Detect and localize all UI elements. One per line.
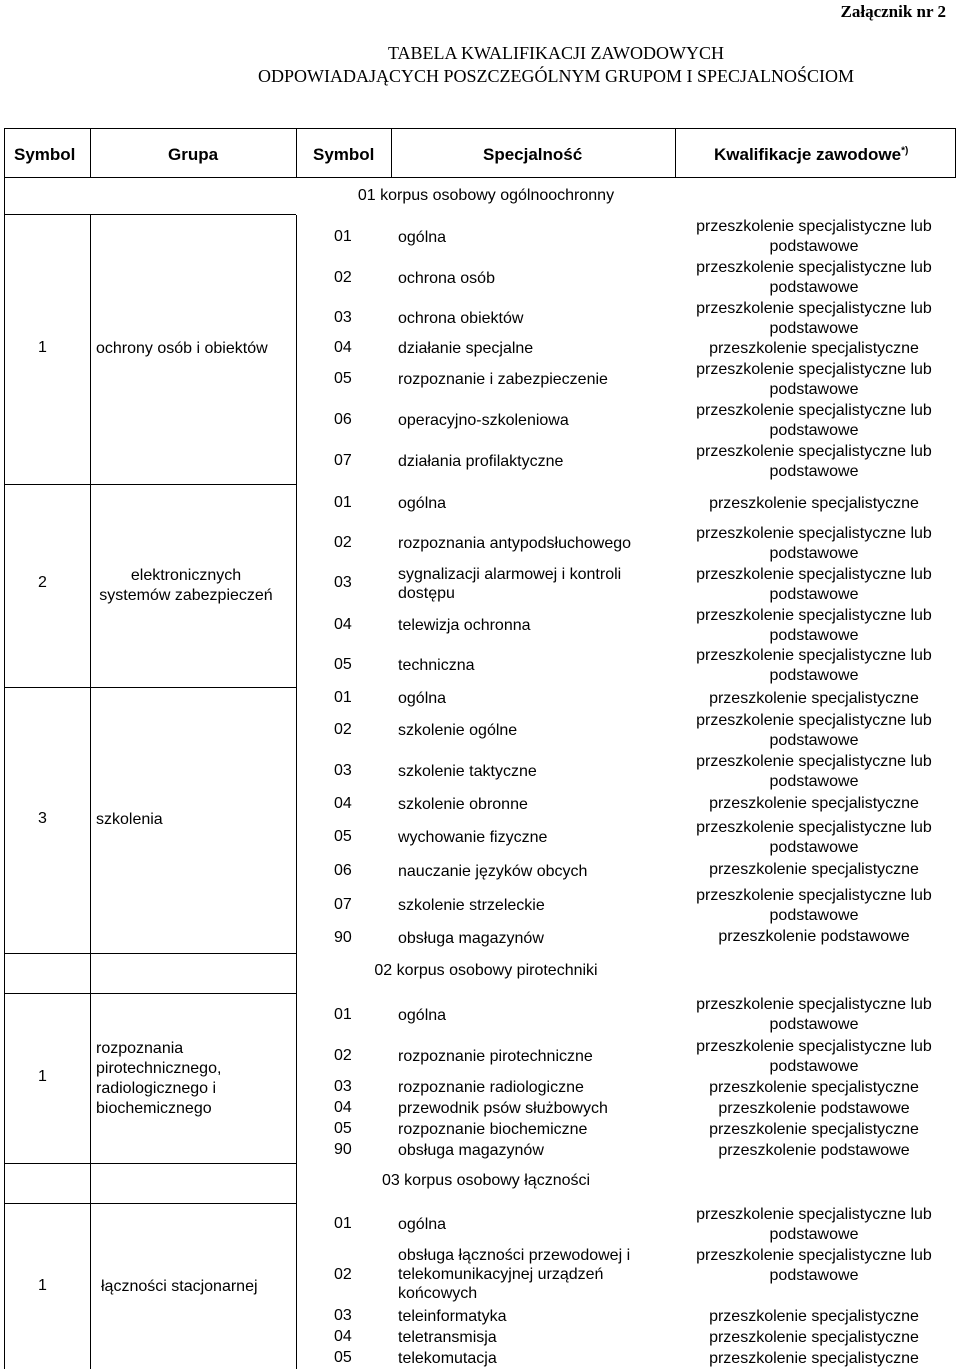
specialty-code: 05 bbox=[334, 828, 352, 845]
specialty-name: rozpoznania antypodsłuchowego bbox=[398, 535, 632, 552]
table-border bbox=[391, 128, 392, 178]
table-border bbox=[90, 215, 91, 1369]
specialty-name: szkolenie ogólne bbox=[398, 722, 518, 739]
table-border bbox=[4, 214, 296, 215]
table-border bbox=[955, 128, 956, 178]
specialty-code: 03 bbox=[334, 1307, 352, 1324]
specialty-name: obsługa łączności przewodowej i telekomunikacyjnej urządzeń końcowych bbox=[398, 1247, 631, 1302]
qualification: przeszkolenie specjalistyczne lub podstawowe bbox=[696, 361, 932, 398]
group-name: szkolenia bbox=[96, 811, 163, 828]
group-symbol: 1 bbox=[38, 1277, 47, 1294]
specialty-name: działanie specjalne bbox=[398, 340, 534, 357]
specialty-code: 01 bbox=[334, 494, 352, 511]
header-specialty: Specjalność bbox=[483, 145, 583, 164]
specialty-name: rozpoznanie pirotechniczne bbox=[398, 1048, 593, 1065]
specialty-name: wychowanie fizyczne bbox=[398, 829, 548, 846]
qualification: przeszkolenie specjalistyczne lub podstawowe bbox=[696, 1038, 932, 1075]
specialty-code: 05 bbox=[334, 370, 352, 387]
table-border bbox=[4, 177, 956, 178]
specialty-name: działania profilaktyczne bbox=[398, 453, 564, 470]
specialty-name: techniczna bbox=[398, 657, 475, 674]
specialty-name: rozpoznanie i zabezpieczenie bbox=[398, 371, 608, 388]
specialty-code: 03 bbox=[334, 762, 352, 779]
specialty-name: rozpoznanie radiologiczne bbox=[398, 1079, 584, 1096]
specialty-code: 01 bbox=[334, 228, 352, 245]
specialty-name: rozpoznanie biochemiczne bbox=[398, 1121, 588, 1138]
specialty-name: ochrona obiektów bbox=[398, 310, 524, 327]
qualification: przeszkolenie specjalistyczne lub podstawowe bbox=[696, 607, 932, 644]
table-border bbox=[4, 1163, 296, 1164]
table-border bbox=[4, 953, 296, 954]
header-qualifications: Kwalifikacje zawodowe*) bbox=[714, 145, 909, 164]
specialty-code: 01 bbox=[334, 1006, 352, 1023]
table-border bbox=[4, 1203, 296, 1204]
qualification: przeszkolenie specjalistyczne lub podstawowe bbox=[696, 753, 932, 790]
header-group: Grupa bbox=[168, 145, 219, 164]
specialty-name: obsługa magazynów bbox=[398, 1142, 544, 1159]
specialty-code: 06 bbox=[334, 862, 352, 879]
qualification: przeszkolenie specjalistyczne bbox=[709, 1079, 919, 1096]
specialty-code: 03 bbox=[334, 309, 352, 326]
qualification: przeszkolenie specjalistyczne lub podstawowe bbox=[696, 996, 932, 1033]
qualification: przeszkolenie specjalistyczne bbox=[709, 1121, 919, 1138]
specialty-code: 05 bbox=[334, 1349, 352, 1366]
group-name: łączności stacjonarnej bbox=[101, 1278, 258, 1295]
table-border bbox=[4, 687, 296, 688]
specialty-code: 01 bbox=[334, 1215, 352, 1232]
qualification: przeszkolenie specjalistyczne lub podstawowe bbox=[696, 566, 932, 603]
table-border bbox=[4, 128, 956, 129]
qualification: przeszkolenie specjalistyczne bbox=[709, 690, 919, 707]
document-title-line-1: TABELA KWALIFIKACJI ZAWODOWYCH bbox=[387, 43, 725, 63]
table-border bbox=[90, 128, 91, 178]
specialty-name: ochrona osób bbox=[398, 270, 495, 287]
specialty-code: 02 bbox=[334, 1047, 352, 1064]
table-border bbox=[296, 215, 297, 1369]
qualification: przeszkolenie specjalistyczne lub podstawowe bbox=[696, 887, 932, 924]
specialty-code: 05 bbox=[334, 656, 352, 673]
specialty-code: 02 bbox=[334, 534, 352, 551]
qualification: przeszkolenie specjalistyczne bbox=[709, 1350, 919, 1367]
qualification: przeszkolenie specjalistyczne lub podstawowe bbox=[696, 647, 932, 684]
qualification: przeszkolenie specjalistyczne lub podstawowe bbox=[696, 1206, 932, 1243]
table-border bbox=[4, 128, 5, 178]
specialty-code: 05 bbox=[334, 1120, 352, 1137]
corps-title: 02 korpus osobowy pirotechniki bbox=[374, 962, 598, 979]
qualification: przeszkolenie specjalistyczne lub podstawowe bbox=[696, 300, 932, 337]
qualification: przeszkolenie specjalistyczne bbox=[709, 495, 919, 512]
qualification: przeszkolenie podstawowe bbox=[718, 1142, 910, 1159]
group-symbol: 1 bbox=[38, 339, 47, 356]
specialty-code: 02 bbox=[334, 269, 352, 286]
specialty-name: nauczanie języków obcych bbox=[398, 863, 588, 880]
header-footnote-mark: *) bbox=[901, 145, 909, 157]
specialty-code: 02 bbox=[334, 721, 352, 738]
group-name: elektronicznych systemów zabezpieczeń bbox=[99, 567, 273, 604]
specialty-name: szkolenie obronne bbox=[398, 796, 528, 813]
qualification: przeszkolenie specjalistyczne lub podstawowe bbox=[696, 259, 932, 296]
corps-title: 03 korpus osobowy łączności bbox=[381, 1172, 591, 1189]
specialty-code: 02 bbox=[334, 1266, 352, 1283]
specialty-name: ogólna bbox=[398, 690, 447, 707]
specialty-name: telewizja ochronna bbox=[398, 617, 531, 634]
qualification: przeszkolenie specjalistyczne lub podstawowe bbox=[696, 402, 932, 439]
specialty-code: 04 bbox=[334, 339, 352, 356]
qualification: przeszkolenie podstawowe bbox=[718, 1100, 910, 1117]
group-name: ochrony osób i obiektów bbox=[96, 340, 268, 357]
group-symbol: 1 bbox=[38, 1068, 47, 1085]
specialty-name: szkolenie taktyczne bbox=[398, 763, 537, 780]
specialty-name: przewodnik psów służbowych bbox=[398, 1100, 608, 1117]
specialty-code: 04 bbox=[334, 1099, 352, 1116]
header-symbol-specialty: Symbol bbox=[313, 145, 375, 164]
table-border bbox=[296, 128, 297, 178]
group-symbol: 2 bbox=[38, 574, 47, 591]
corps-title: 01 korpus osobowy ogólnoochronny bbox=[357, 187, 615, 204]
specialty-code: 90 bbox=[334, 1141, 352, 1158]
qualification: przeszkolenie podstawowe bbox=[718, 928, 910, 945]
table-border bbox=[4, 993, 296, 994]
table-border bbox=[4, 178, 5, 1369]
specialty-name: ogólna bbox=[398, 495, 447, 512]
specialty-name: teletransmisja bbox=[398, 1329, 497, 1346]
specialty-code: 01 bbox=[334, 689, 352, 706]
document-title-line-2: ODPOWIADAJĄCYCH POSZCZEGÓLNYM GRUPOM I SPECJALNOŚCIOM bbox=[257, 66, 855, 86]
qualification: przeszkolenie specjalistyczne lub podstawowe bbox=[696, 443, 932, 480]
qualification: przeszkolenie specjalistyczne lub podstawowe bbox=[696, 218, 932, 255]
specialty-code: 04 bbox=[334, 795, 352, 812]
annex-label: Załącznik nr 2 bbox=[840, 2, 946, 21]
specialty-code: 03 bbox=[334, 574, 352, 591]
qualification: przeszkolenie specjalistyczne lub podstawowe bbox=[696, 525, 932, 562]
specialty-name: szkolenie strzeleckie bbox=[398, 897, 545, 914]
specialty-name: teleinformatyka bbox=[398, 1308, 507, 1325]
specialty-name: operacyjno-szkoleniowa bbox=[398, 412, 569, 429]
specialty-code: 07 bbox=[334, 452, 352, 469]
table-border bbox=[4, 484, 296, 485]
qualification: przeszkolenie specjalistyczne bbox=[709, 1329, 919, 1346]
specialty-name: telekomutacja bbox=[398, 1350, 497, 1367]
specialty-code: 04 bbox=[334, 1328, 352, 1345]
specialty-code: 04 bbox=[334, 616, 352, 633]
group-symbol: 3 bbox=[38, 810, 47, 827]
qualification: przeszkolenie specjalistyczne lub podstawowe bbox=[696, 1247, 932, 1284]
specialty-name: sygnalizacji alarmowej i kontroli dostępu bbox=[398, 566, 622, 602]
specialty-name: ogólna bbox=[398, 1216, 447, 1233]
group-name: rozpoznania pirotechnicznego, radiologicznego i biochemicznego bbox=[96, 1040, 222, 1117]
specialty-code: 06 bbox=[334, 411, 352, 428]
qualification: przeszkolenie specjalistyczne bbox=[709, 861, 919, 878]
specialty-name: ogólna bbox=[398, 1007, 447, 1024]
qualification: przeszkolenie specjalistyczne bbox=[709, 1308, 919, 1325]
specialty-code: 07 bbox=[334, 896, 352, 913]
specialty-code: 90 bbox=[334, 929, 352, 946]
qualification: przeszkolenie specjalistyczne lub podstawowe bbox=[696, 712, 932, 749]
specialty-name: ogólna bbox=[398, 229, 447, 246]
table-border bbox=[675, 128, 676, 178]
qualification: przeszkolenie specjalistyczne bbox=[709, 340, 919, 357]
qualification: przeszkolenie specjalistyczne bbox=[709, 795, 919, 812]
specialty-code: 03 bbox=[334, 1078, 352, 1095]
qualification: przeszkolenie specjalistyczne lub podstawowe bbox=[696, 819, 932, 856]
specialty-name: obsługa magazynów bbox=[398, 930, 544, 947]
header-symbol: Symbol bbox=[14, 145, 76, 164]
